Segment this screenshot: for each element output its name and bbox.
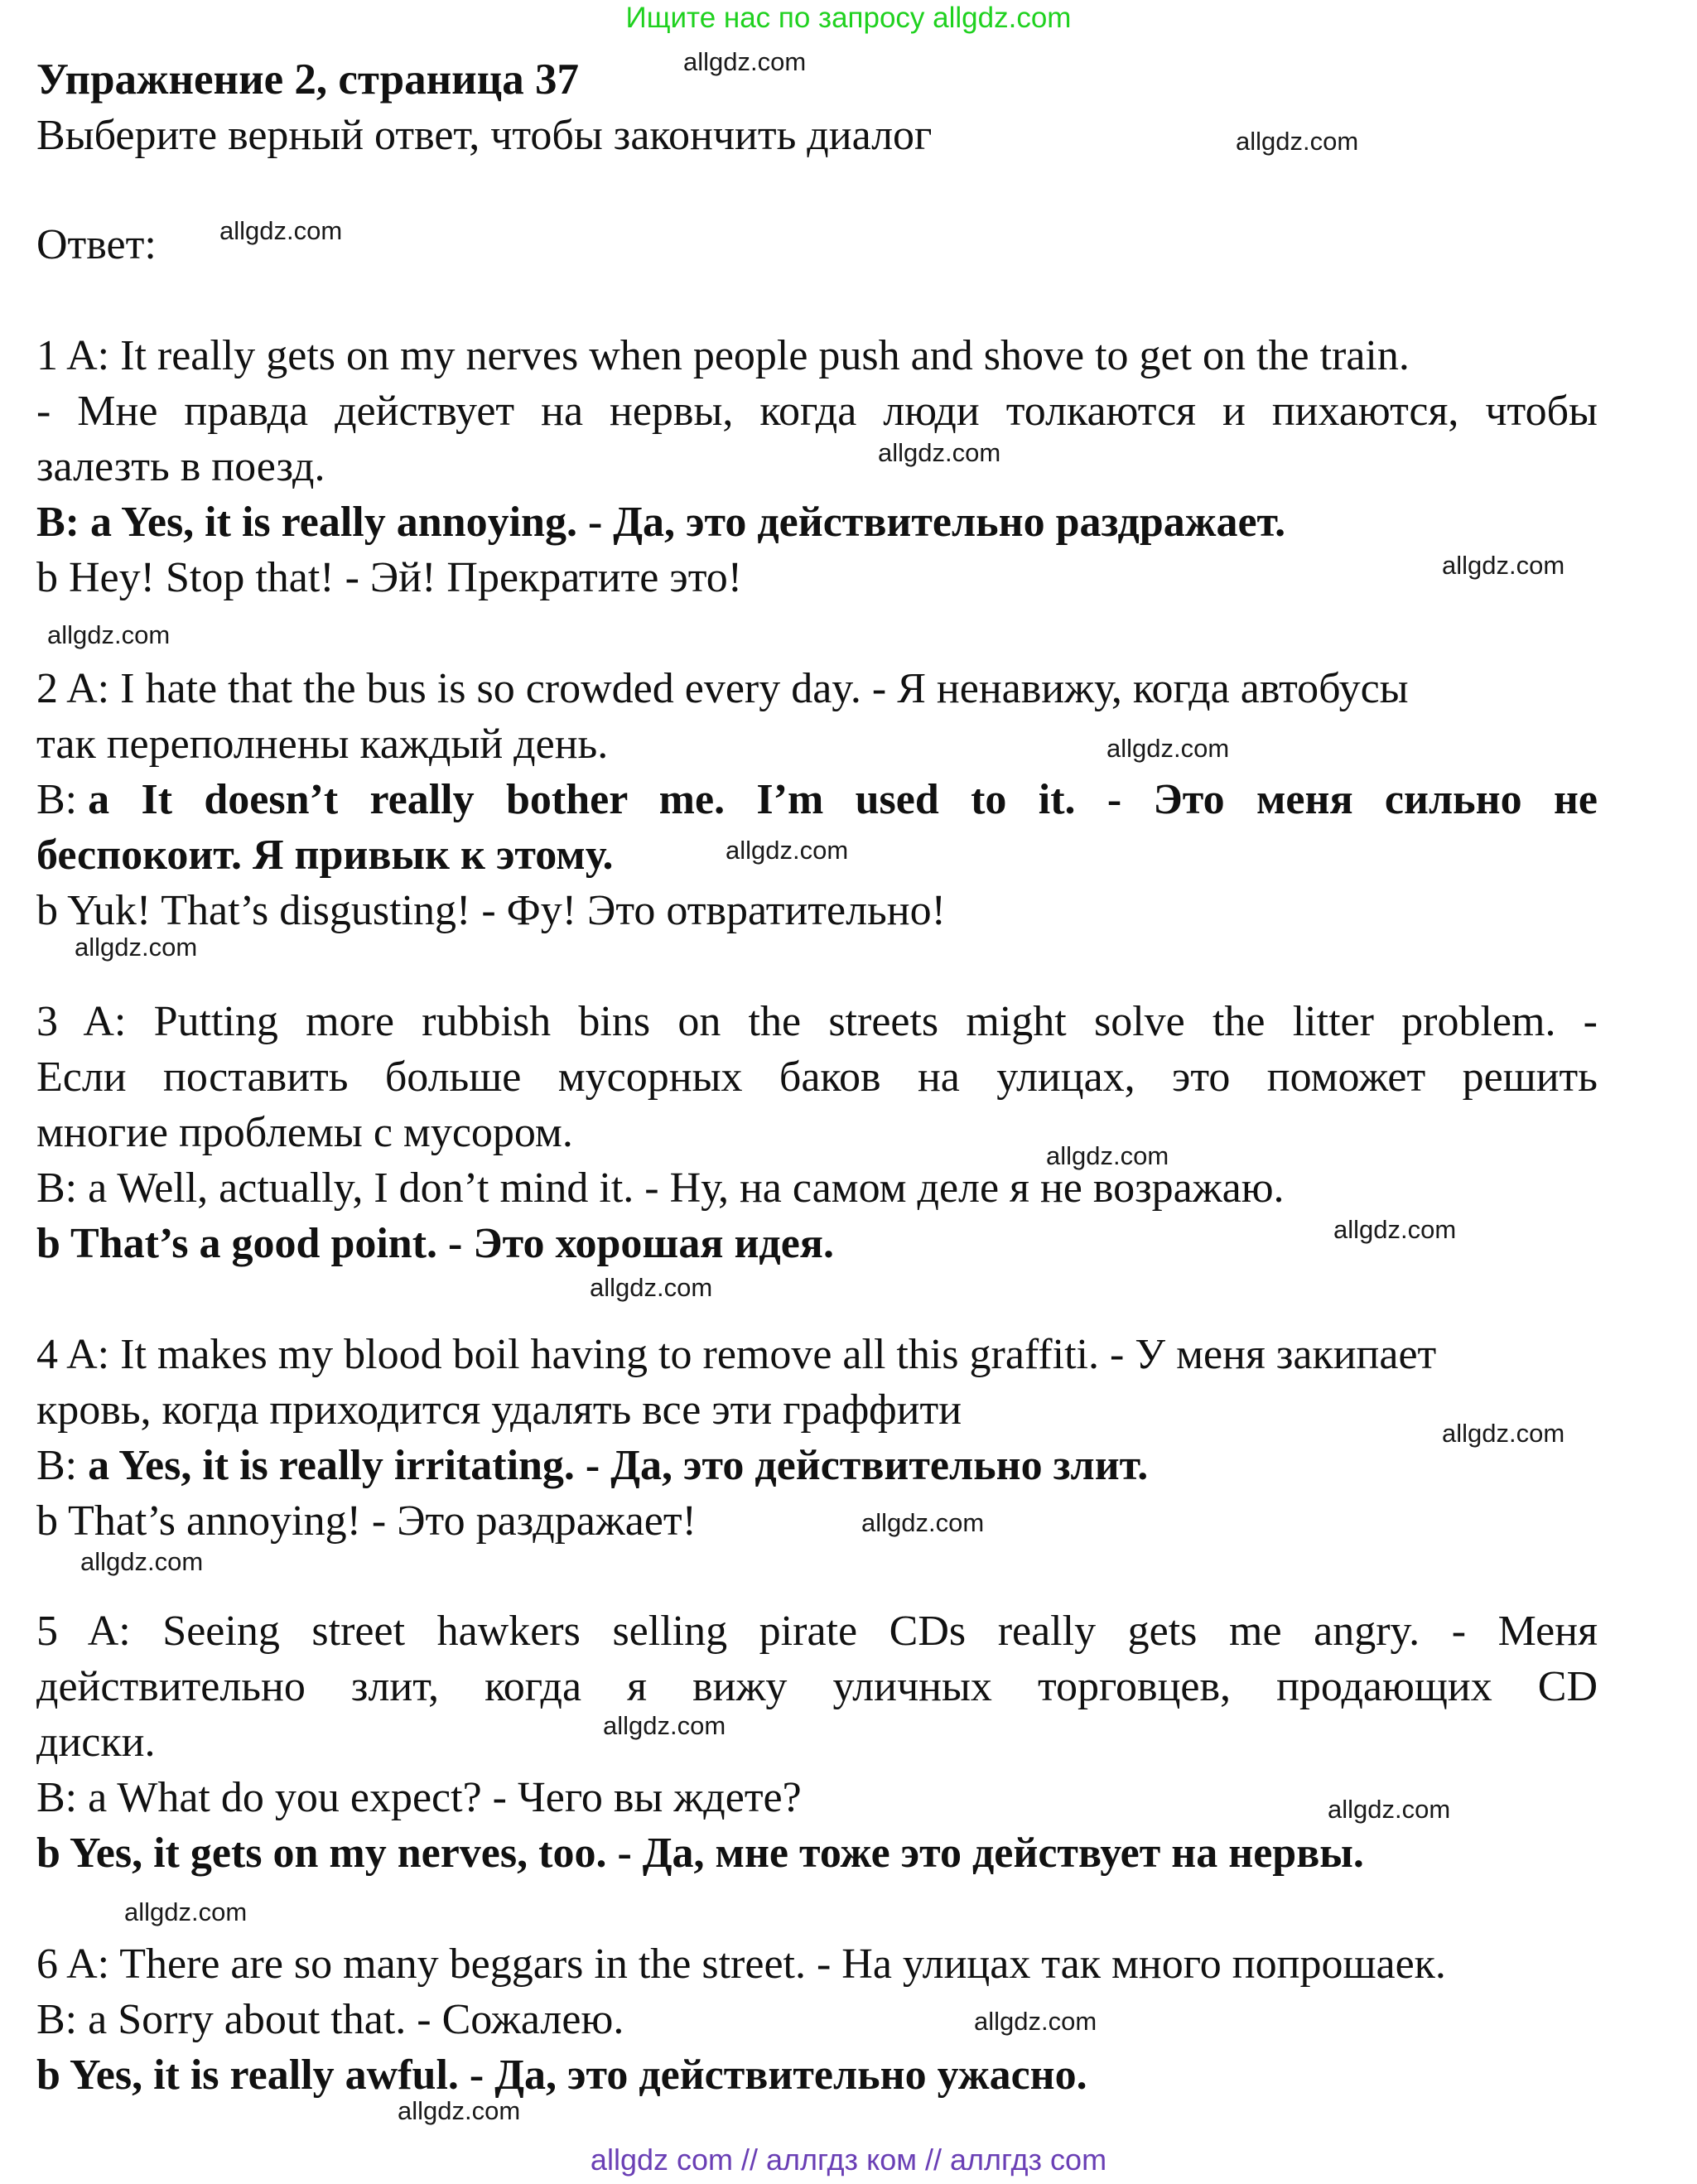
watermark: allgdz.com [683,47,807,76]
dialog-1-answer-b: b Hey! Stop that! - Эй! Прекратите это! [36,554,743,601]
watermark: allgdz.com [1106,734,1230,763]
watermark: allgdz.com [1236,127,1359,156]
dialog-4-answer-a-text: a Yes, it is really irritating. - Да, это действительно злит. [88,1442,1149,1489]
dialog-1-question-line-1: 1 A: It really gets on my nerves when people push and shove to get on the train. [36,332,1410,379]
watermark: allgdz.com [603,1711,726,1740]
exercise-title: Упражнение 2, страница 37 [36,55,579,104]
watermark: allgdz.com [590,1273,713,1302]
dialog-4-answer-prefix: B: [36,1442,89,1489]
dialog-4-answer-b: b That’s annoying! - Это раздражает! [36,1497,697,1545]
top-banner: Ищите нас по запросу allgdz.com [625,2,1072,34]
dialog-4-answer-a-row [36,1438,1148,1494]
watermark: allgdz.com [1328,1795,1451,1824]
dialog-3-answer-a: B: a Well, actually, I don’t mind it. - Ну, на самом деле я не возражаю. [36,1164,1285,1212]
dialog-2-answer-b: b Yuk! That’s disgusting! - Фу! Это отвратительно! [36,887,946,934]
dialog-4-question-line-1: 4 A: It makes my blood boil having to remove all this graffiti. - У меня закипает [36,1331,1437,1378]
watermark: allgdz.com [974,2007,1097,2036]
dialog-3-question-line-2: Если поставить больше мусорных баков на улицах, это поможет решить [36,1053,1598,1101]
watermark: allgdz.com [47,620,171,649]
watermark: allgdz.com [219,216,343,245]
dialog-3-question-line-1: 3 A: Putting more rubbish bins on the streets might solve the litter problem. - [36,998,1598,1045]
dialog-3-question-line-3: многие проблемы с мусором. [36,1109,573,1156]
watermark: allgdz.com [80,1547,204,1576]
dialog-5-question-line-2: действительно злит, когда я вижу уличных торговцев, продающих CD [36,1663,1598,1710]
dialog-4-question-line-2: кровь, когда приходится удалять все эти граффити [36,1386,962,1434]
dialog-5-answer-b: b Yes, it gets on my nerves, too. - Да, мне тоже это действует на нервы. [36,1830,1364,1877]
watermark: allgdz.com [1442,1419,1565,1448]
watermark: allgdz.com [861,1508,985,1537]
dialog-6-question-line-1: 6 A: There are so many beggars in the street. - На улицах так много попрошаек. [36,1941,1446,1988]
watermark: allgdz.com [878,438,1001,467]
dialog-1-answer-a: B: a Yes, it is really annoying. - Да, это действительно раздражает. [36,499,1286,546]
watermark: allgdz.com [1333,1215,1457,1244]
dialog-2-answer-a-line-1 [36,772,1598,828]
watermark: allgdz.com [1046,1141,1169,1170]
dialog-1-question-line-2: - Мне правда действует на нервы, когда люди толкаются и пихаются, чтобы [36,388,1598,435]
watermark: allgdz.com [75,933,198,962]
footer-links: allgdz com // аллгдз ком // аллгдз com [590,2143,1107,2177]
watermark: allgdz.com [398,2096,521,2125]
watermark: allgdz.com [124,1897,248,1926]
dialog-6-answer-a: B: a Sorry about that. - Сожалею. [36,1996,624,2043]
dialog-2-question-line-1: 2 A: I hate that the bus is so crowded every day. - Я ненавижу, когда автобусы [36,665,1409,712]
dialog-2-question-line-2: так переполнены каждый день. [36,721,609,768]
dialog-2-answer-a-line-2: беспокоит. Я привык к этому. [36,832,614,879]
dialog-5-question-line-3: диски. [36,1719,156,1766]
dialog-1-question-line-3: залезть в поезд. [36,443,325,490]
dialog-2-answer-prefix: B: [36,776,89,823]
dialog-5-answer-a: B: a What do you expect? - Чего вы ждете? [36,1774,802,1821]
watermark: allgdz.com [726,836,849,865]
dialog-2-answer-a-text: a It doesn’t really bother me. I’m used to it. - Это меня сильно не [88,776,1598,823]
watermark: allgdz.com [1442,551,1565,580]
dialog-3-answer-b: b That’s a good point. - Это хорошая идея. [36,1220,834,1267]
dialog-6-answer-b: b Yes, it is really awful. - Да, это действительно ужасно. [36,2051,1087,2099]
dialog-5-question-line-1: 5 A: Seeing street hawkers selling pirate CDs really gets me angry. - Меня [36,1608,1598,1655]
answer-label: Ответ: [36,221,157,268]
exercise-instruction: Выберите верный ответ, чтобы закончить диалог [36,112,933,159]
